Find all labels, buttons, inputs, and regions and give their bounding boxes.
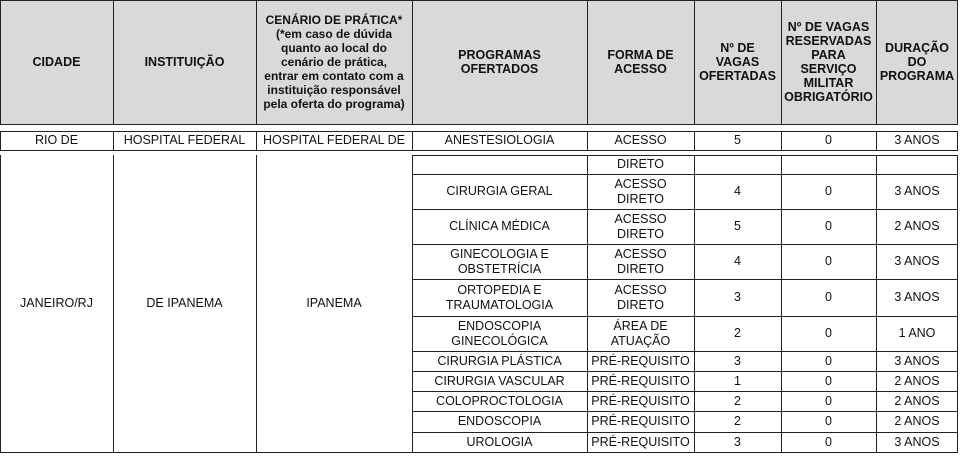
header-bottom-border bbox=[0, 124, 958, 125]
row-separator bbox=[412, 244, 958, 245]
header-cidade: CIDADE bbox=[0, 0, 113, 124]
row-duracao: 1 ANO bbox=[898, 326, 936, 340]
header-col-border bbox=[587, 0, 588, 125]
header-col-border bbox=[694, 0, 695, 125]
row-forma: PRÉ-REQUISITO bbox=[591, 353, 690, 368]
top-row-col-border bbox=[256, 131, 257, 151]
body-col-border bbox=[113, 155, 114, 453]
instituicao-cell: DE IPANEMA bbox=[146, 296, 223, 310]
row-duracao: 2 ANOS bbox=[894, 414, 940, 428]
row-separator bbox=[412, 209, 958, 210]
top-row-cidade: RIO DE bbox=[34, 133, 79, 147]
body-col-border bbox=[876, 155, 877, 453]
top-row-col-border bbox=[113, 131, 114, 151]
cidade-cell: JANEIRO/RJ bbox=[20, 296, 93, 310]
row-duracao: 2 ANOS bbox=[894, 373, 940, 388]
cenario-cell: IPANEMA bbox=[306, 296, 362, 310]
row-forma: ACESSO DIRETO bbox=[614, 282, 667, 312]
row-militar: 0 bbox=[825, 434, 832, 449]
forma-continued: DIRETO bbox=[617, 157, 664, 171]
row-militar: 0 bbox=[825, 290, 832, 304]
row-separator bbox=[412, 279, 958, 280]
row-vagas: 3 bbox=[734, 290, 741, 304]
row-duracao: 3 ANOS bbox=[894, 353, 940, 368]
row-programa: GINECOLOGIA E OBSTETRÍCIA bbox=[450, 246, 549, 276]
top-row-col-border bbox=[781, 131, 782, 151]
row-forma: ACESSO DIRETO bbox=[614, 211, 667, 241]
top-row-duracao: 3 ANOS bbox=[894, 133, 940, 147]
row-militar: 0 bbox=[825, 254, 832, 268]
header-top-border bbox=[0, 0, 958, 1]
top-row-vagas: 5 bbox=[734, 133, 741, 147]
row-vagas: 5 bbox=[734, 219, 741, 233]
row-vagas: 1 bbox=[734, 373, 741, 388]
header-col-border bbox=[0, 0, 1, 125]
row-duracao: 3 ANOS bbox=[894, 254, 940, 268]
row-duracao: 2 ANOS bbox=[894, 393, 940, 408]
row-militar: 0 bbox=[825, 219, 832, 233]
body-col-border bbox=[957, 155, 958, 453]
top-row-col-border bbox=[587, 131, 588, 151]
row-separator bbox=[412, 351, 958, 352]
row-programa: COLOPROCTOLOGIA bbox=[436, 393, 563, 408]
row-programa: CIRURGIA GERAL bbox=[446, 184, 553, 198]
row-militar: 0 bbox=[825, 353, 832, 368]
top-row-cenario: HOSPITAL FEDERAL DE bbox=[263, 133, 405, 147]
row-programa: CIRURGIA VASCULAR bbox=[434, 373, 565, 388]
row-vagas: 3 bbox=[734, 434, 741, 449]
header-vagas: Nº DE VAGAS OFERTADAS bbox=[694, 0, 781, 124]
row-forma: PRÉ-REQUISITO bbox=[591, 434, 690, 449]
header-col-border bbox=[876, 0, 877, 125]
row-vagas: 4 bbox=[734, 184, 741, 198]
row-vagas: 2 bbox=[734, 393, 741, 408]
top-row-militar: 0 bbox=[825, 133, 832, 147]
header-col-border bbox=[113, 0, 114, 125]
top-row-col-border bbox=[0, 131, 1, 151]
row-militar: 0 bbox=[825, 326, 832, 340]
row-programa: CLÍNICA MÉDICA bbox=[449, 219, 550, 233]
top-row-forma: ACESSO bbox=[614, 133, 667, 147]
header-forma: FORMA DE ACESSO bbox=[587, 0, 694, 124]
header-col-border bbox=[412, 0, 413, 125]
row-militar: 0 bbox=[825, 184, 832, 198]
top-row-border bbox=[0, 131, 958, 132]
row-militar: 0 bbox=[825, 393, 832, 408]
body-col-border bbox=[0, 155, 1, 453]
row-vagas: 3 bbox=[734, 353, 741, 368]
top-row-col-border bbox=[412, 131, 413, 151]
body-col-border bbox=[587, 155, 588, 453]
row-programa: ENDOSCOPIA bbox=[457, 414, 542, 428]
row-separator bbox=[412, 316, 958, 317]
row-programa: CIRURGIA PLÁSTICA bbox=[437, 353, 562, 368]
row-forma: ACESSO DIRETO bbox=[614, 176, 667, 206]
row-duracao: 3 ANOS bbox=[894, 434, 940, 449]
header-militar: Nº DE VAGAS RESERVADAS PARA SERVIÇO MILITAR OBRIGATÓRIO bbox=[781, 0, 876, 124]
row-forma: PRÉ-REQUISITO bbox=[591, 373, 690, 388]
row-separator bbox=[412, 411, 958, 412]
body-col-border bbox=[781, 155, 782, 453]
top-row-col-border bbox=[694, 131, 695, 151]
top-row-border bbox=[0, 150, 958, 151]
row-programa: ENDOSCOPIA GINECOLÓGICA bbox=[451, 318, 548, 348]
header-duracao: DURAÇÃO DO PROGRAMA bbox=[876, 0, 958, 124]
row-vagas: 2 bbox=[734, 326, 741, 340]
row-vagas: 4 bbox=[734, 254, 741, 268]
top-row-col-border bbox=[957, 131, 958, 151]
top-row-instituicao: HOSPITAL FEDERAL bbox=[123, 133, 246, 147]
row-separator bbox=[412, 371, 958, 372]
row-duracao: 2 ANOS bbox=[894, 219, 940, 233]
header-col-border bbox=[957, 0, 958, 125]
row-duracao: 3 ANOS bbox=[894, 184, 940, 198]
header-col-border bbox=[781, 0, 782, 125]
row-programa: ORTOPEDIA E TRAUMATOLOGIA bbox=[445, 282, 554, 312]
body-col-border bbox=[256, 155, 257, 453]
row-duracao: 3 ANOS bbox=[894, 290, 940, 304]
header-programas: PROGRAMAS OFERTADOS bbox=[412, 0, 587, 124]
row-forma: ACESSO DIRETO bbox=[614, 246, 667, 276]
row-forma: PRÉ-REQUISITO bbox=[591, 393, 690, 408]
top-row-programa: ANESTESIOLOGIA bbox=[444, 133, 555, 147]
header-instituicao: INSTITUIÇÃO bbox=[113, 0, 256, 124]
row-militar: 0 bbox=[825, 373, 832, 388]
header-col-border bbox=[256, 0, 257, 125]
row-separator bbox=[412, 432, 958, 433]
row-militar: 0 bbox=[825, 414, 832, 428]
header-cenario: CENÁRIO DE PRÁTICA* (*em caso de dúvida quanto ao local do cenário de prática, entrar em contato com a instituição responsável pela oferta do programa) bbox=[256, 0, 412, 124]
row-vagas: 2 bbox=[734, 414, 741, 428]
body-bottom-border bbox=[0, 452, 958, 453]
row-separator bbox=[412, 174, 958, 175]
row-programa: UROLOGIA bbox=[466, 434, 533, 449]
body-col-border bbox=[694, 155, 695, 453]
body-col-border bbox=[412, 155, 413, 453]
row-forma: PRÉ-REQUISITO bbox=[591, 414, 690, 428]
row-forma: ÁREA DE ATUAÇÃO bbox=[610, 318, 671, 348]
row-separator bbox=[412, 391, 958, 392]
top-row-col-border bbox=[876, 131, 877, 151]
